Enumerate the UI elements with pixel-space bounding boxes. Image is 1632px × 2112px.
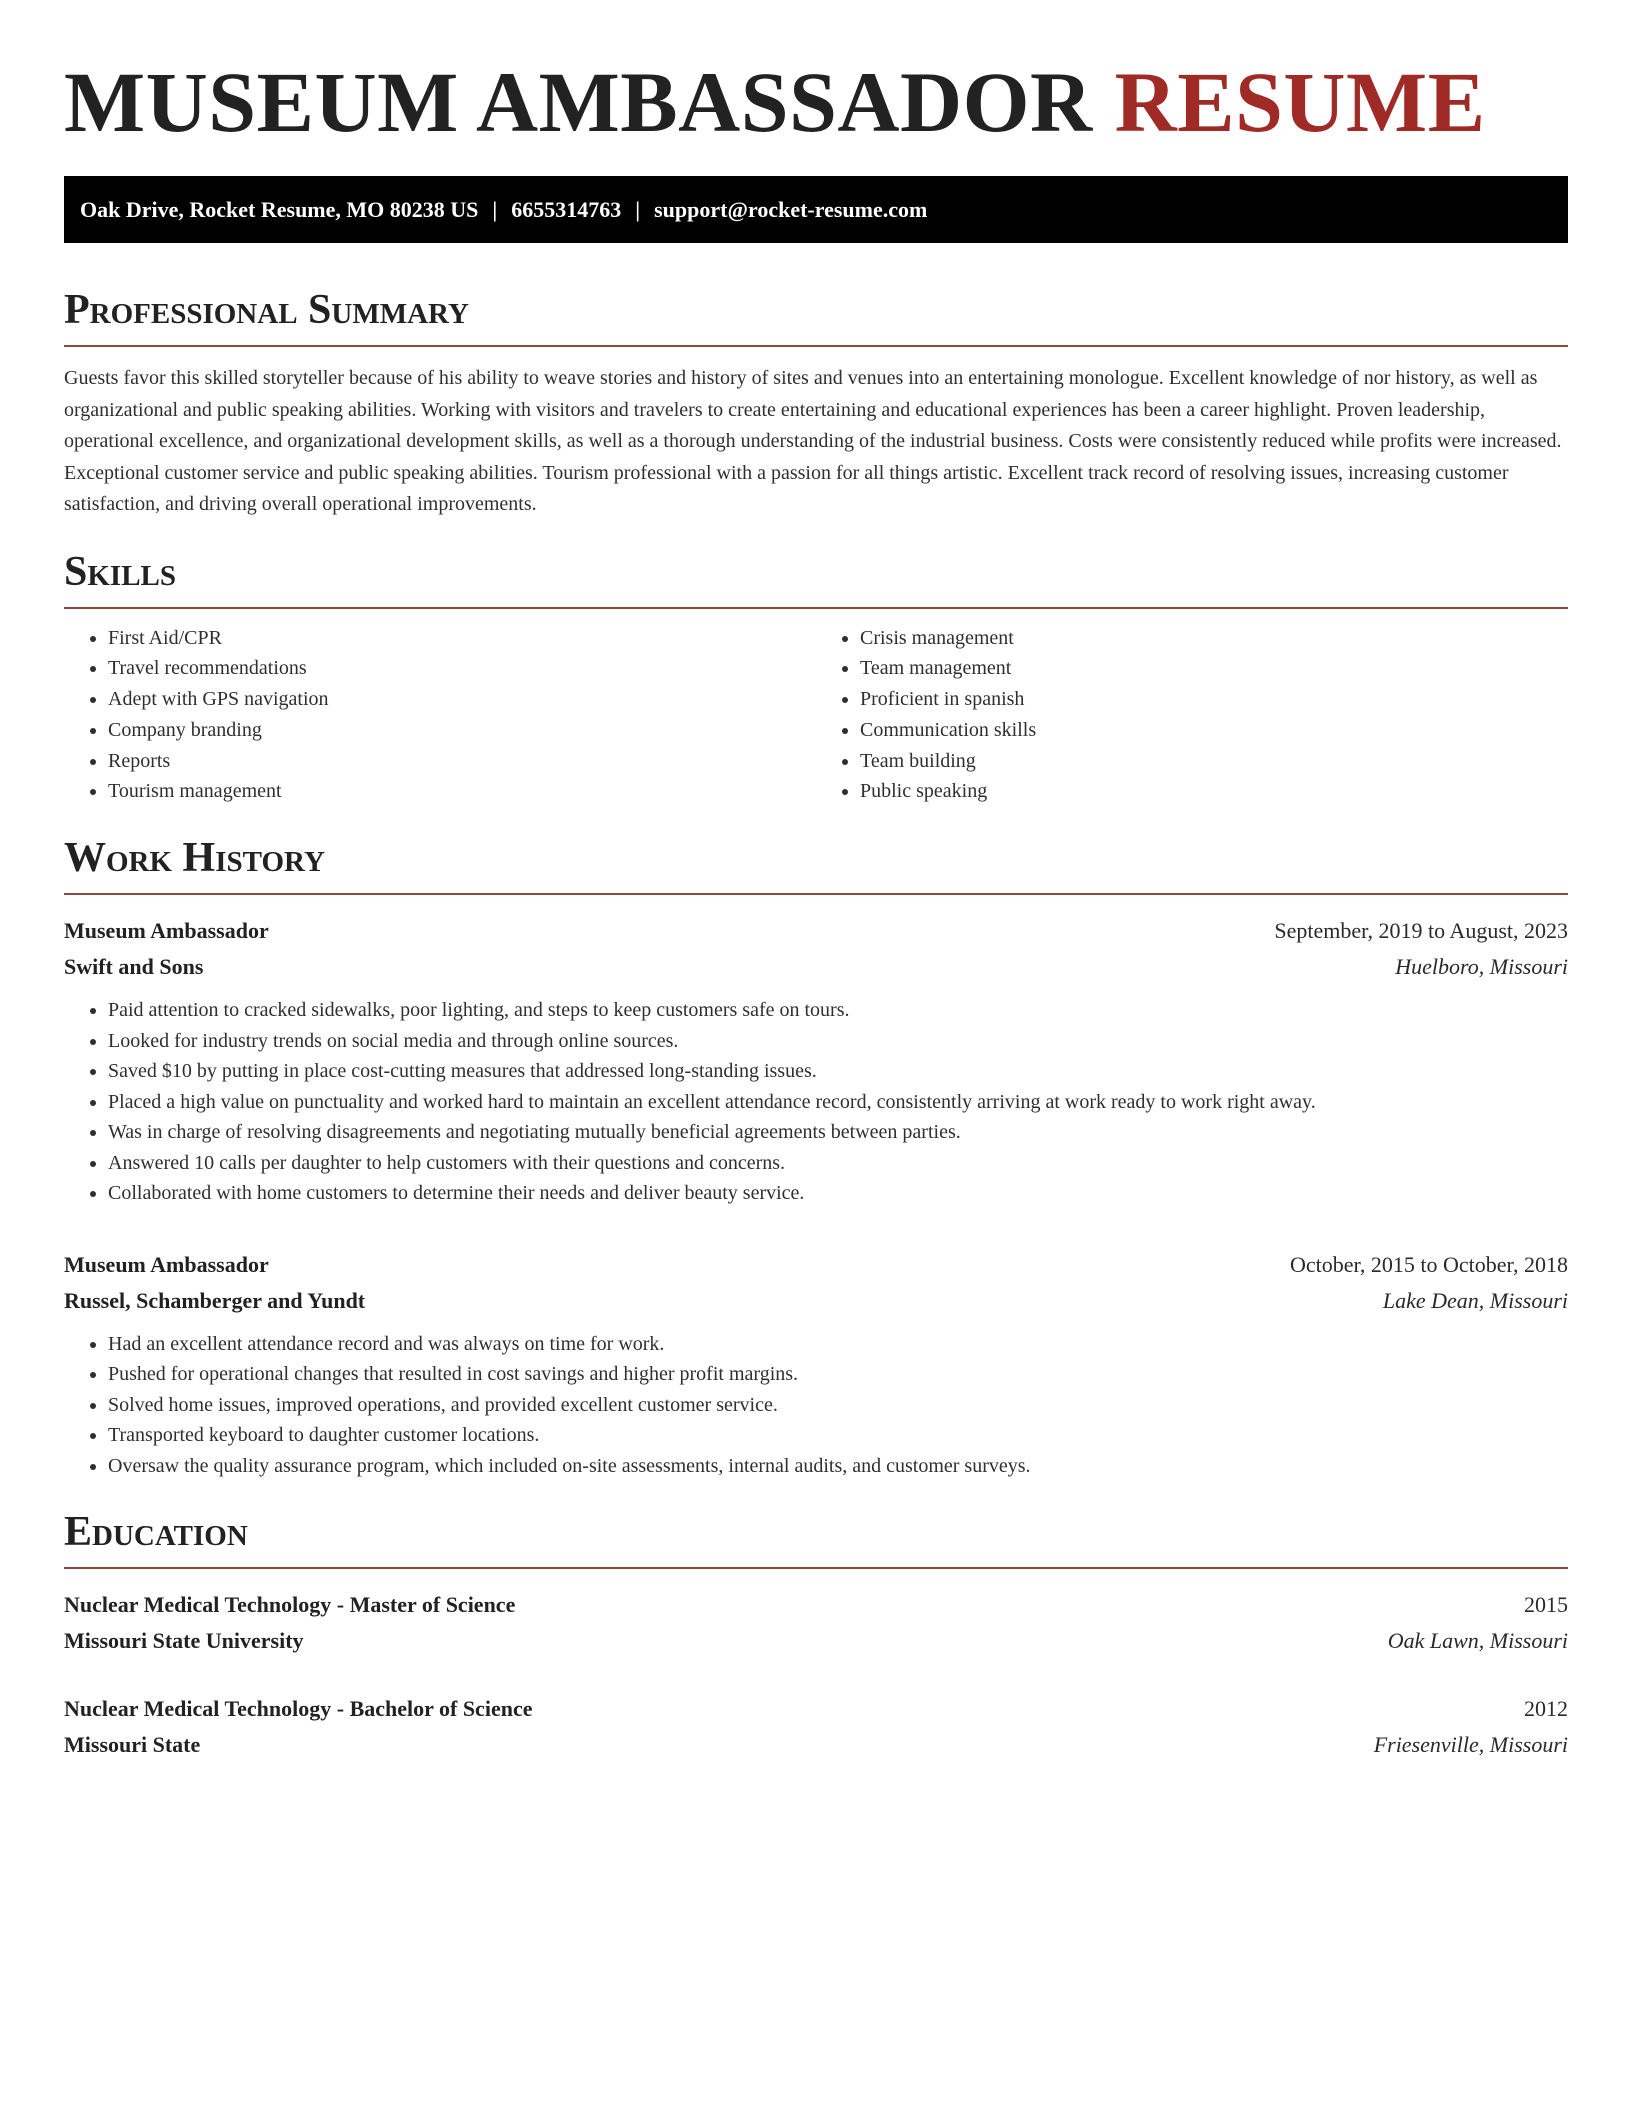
skill-item: • Proficient in spanish xyxy=(860,684,1568,715)
job-bullets xyxy=(64,995,1568,1209)
job-bullet: • Paid attention to cracked sidewalks, poor lighting, and steps to keep customers safe on tours. xyxy=(108,995,1568,1026)
title-accent: RESUME xyxy=(1114,54,1486,150)
title-main: MUSEUM AMBASSADOR xyxy=(64,54,1093,150)
education-school-row xyxy=(64,1623,1568,1659)
education-location: Oak Lawn, Missouri xyxy=(1387,1628,1568,1654)
skill-item: • Public speaking xyxy=(860,776,1568,807)
education-school: Missouri State University xyxy=(64,1628,304,1654)
job-bullet: • Had an excellent attendance record and was always on time for work. xyxy=(108,1329,1568,1360)
job-location: Huelboro, Missouri xyxy=(1395,954,1568,980)
job-dates: September, 2019 to August, 2023 xyxy=(1274,918,1568,944)
summary-section xyxy=(64,289,1568,521)
job-bullet: • Pushed for operational changes that resulted in cost savings and higher profit margins. xyxy=(108,1359,1568,1390)
contact-bar xyxy=(64,176,1568,243)
skill-item: • Adept with GPS navigation xyxy=(108,684,816,715)
job-location: Lake Dean, Missouri xyxy=(1382,1287,1568,1313)
job-bullet: • Was in charge of resolving disagreements and negotiating mutually beneficial agreements between parties. xyxy=(108,1117,1568,1148)
job-entry xyxy=(64,1247,1568,1482)
skill-item: • Crisis management xyxy=(860,623,1568,654)
work-history-section xyxy=(64,837,1568,1481)
summary-heading: Professional Summary xyxy=(64,289,1568,347)
job-company-row xyxy=(64,949,1568,985)
skill-item: • Reports xyxy=(108,746,816,777)
work-history-heading: Work History xyxy=(64,837,1568,895)
job-bullet: • Saved $10 by putting in place cost-cutting measures that addressed long-standing issues. xyxy=(108,1056,1568,1087)
job-bullets xyxy=(64,1329,1568,1482)
contact-separator: | xyxy=(635,197,641,222)
skill-item: • First Aid/CPR xyxy=(108,623,816,654)
contact-address: Oak Drive, Rocket Resume, MO 80238 US xyxy=(80,197,479,222)
skills-list-left xyxy=(64,623,816,808)
job-bullet: • Answered 10 calls per daughter to help customers with their questions and concerns. xyxy=(108,1148,1568,1179)
education-degree-row xyxy=(64,1587,1568,1623)
job-dates: October, 2015 to October, 2018 xyxy=(1289,1251,1568,1277)
job-company: Swift and Sons xyxy=(64,954,204,980)
education-degree: Nuclear Medical Technology - Master of Science xyxy=(64,1592,516,1618)
contact-phone: 6655314763 xyxy=(511,197,622,222)
skills-heading: Skills xyxy=(64,551,1568,609)
job-title-row xyxy=(64,1247,1568,1283)
job-bullet: • Oversaw the quality assurance program, which included on-site assessments, internal audits, and customer surveys. xyxy=(108,1451,1568,1482)
job-title-row xyxy=(64,913,1568,949)
job-bullet: • Solved home issues, improved operations, and provided excellent customer service. xyxy=(108,1390,1568,1421)
resume-title xyxy=(64,0,1568,150)
education-school-row xyxy=(64,1727,1568,1763)
education-entry xyxy=(64,1587,1568,1659)
job-title: Museum Ambassador xyxy=(64,918,269,944)
education-section xyxy=(64,1511,1568,1763)
education-location: Friesenville, Missouri xyxy=(1373,1732,1568,1758)
job-entry xyxy=(64,913,1568,1209)
job-company: Russel, Schamberger and Yundt xyxy=(64,1287,366,1313)
education-degree-row xyxy=(64,1691,1568,1727)
skills-section xyxy=(64,548,1568,808)
education-school: Missouri State xyxy=(64,1732,201,1758)
skill-item: • Communication skills xyxy=(860,715,1568,746)
skills-list-right xyxy=(816,623,1568,808)
summary-text: Guests favor this skilled storyteller because of his ability to weave stories and history of sites and venues into an entertaining monologue. Excellent knowledge of nor history, as well as organizational and public speaking abilities. Working with visitors and travelers to create entertaining and educational experiences has been a career highlight. Proven leadership, operational excellence, and organizational development skills, as well as a thorough understanding of the industrial business. Costs were consistently reduced while profits were increased. Exceptional customer service and public speaking abilities. Tourism professional with a passion for all things artistic. Excellent track record of resolving issues, increasing customer satisfaction, and driving overall operational improvements. xyxy=(64,367,1562,515)
education-year: 2015 xyxy=(1524,1592,1568,1618)
job-bullet: • Collaborated with home customers to determine their needs and deliver beauty service. xyxy=(108,1178,1568,1209)
skill-item: • Company branding xyxy=(108,715,816,746)
contact-email: support@rocket-resume.com xyxy=(654,197,928,222)
job-company-row xyxy=(64,1283,1568,1319)
contact-separator: | xyxy=(492,197,498,222)
skill-item: • Team management xyxy=(860,653,1568,684)
skills-columns xyxy=(64,623,1568,808)
skill-item: • Travel recommendations xyxy=(108,653,816,684)
skill-item: • Tourism management xyxy=(108,776,816,807)
skill-item: • Team building xyxy=(860,746,1568,777)
job-bullet: • Placed a high value on punctuality and worked hard to maintain an excellent attendance record, consistently arriving at work ready to work right away. xyxy=(108,1087,1568,1118)
education-year: 2012 xyxy=(1524,1696,1568,1722)
job-title: Museum Ambassador xyxy=(64,1251,269,1277)
education-degree: Nuclear Medical Technology - Bachelor of Science xyxy=(64,1696,533,1722)
education-entry xyxy=(64,1691,1568,1763)
job-bullet: • Transported keyboard to daughter customer locations. xyxy=(108,1420,1568,1451)
job-bullet: • Looked for industry trends on social media and through online sources. xyxy=(108,1026,1568,1057)
education-heading: Education xyxy=(64,1511,1568,1569)
